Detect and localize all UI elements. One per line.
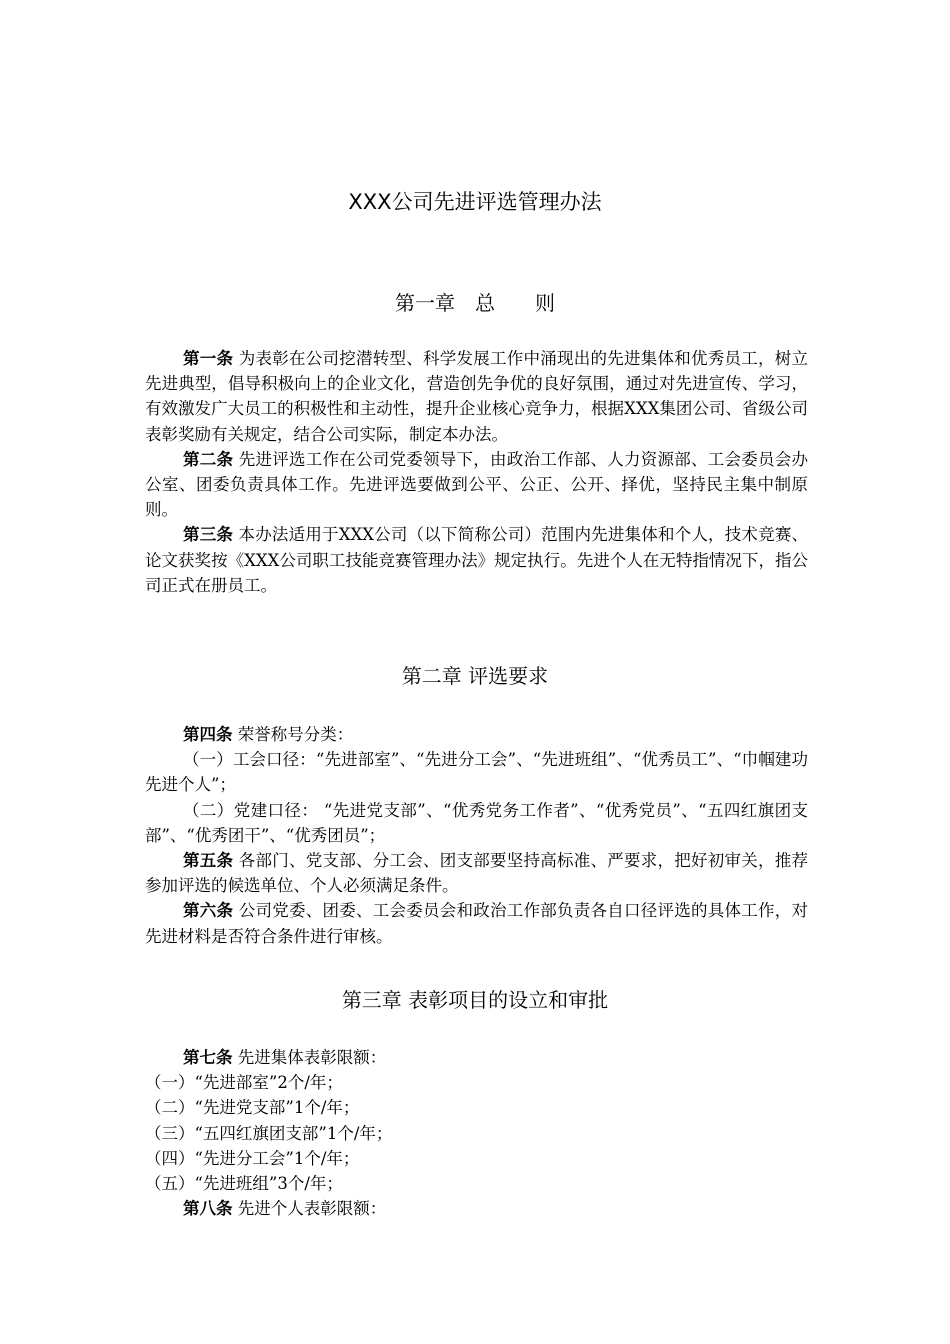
article-7 — [145, 1045, 808, 1070]
article-text: 先进评选工作在公司党委领导下，由政治工作部、人力资源部、工会委员会办公室、团委负责具体工作。先进评选要做到公平、公正、公开、择优，坚持民主集中制原则。 — [145, 449, 808, 520]
article-7-item-4: （四）“先进分工会”1个/年； — [145, 1148, 360, 1168]
article-label: 第八条 — [183, 1199, 233, 1219]
chapter-2-heading: 第二章 评选要求 — [401, 664, 549, 688]
article-text: 为表彰在公司挖潜转型、科学发展工作中涌现出的先进集体和优秀员工，树立先进典型，倡导积极向上的企业文化，营造创先争优的良好氛围，通过对先进宣传、学习，有效激发广大员工的积极性和主动性，提升企业核心竞争力，根据XXX集团公司、省级公司表彰奖励有关规定，结合公司实际，制定本办法。 — [145, 349, 808, 444]
article-label: 第二条 — [183, 449, 234, 469]
article-label: 第五条 — [183, 851, 234, 871]
article-6 — [145, 898, 808, 948]
article-label: 第六条 — [183, 901, 234, 921]
article-label: 第四条 — [183, 725, 233, 744]
article-8 — [145, 1196, 808, 1221]
article-4-item-1: （一）工会口径：“先进部室”、“先进分工会”、“先进班组”、“优秀员工”、“巾帼建功先进个人”； — [145, 750, 808, 795]
article-3 — [145, 522, 808, 598]
chapter-3-body — [145, 1045, 808, 1221]
article-4-item-2: （二）党建口径： “先进党支部”、“优秀党务工作者”、“优秀党员”、“五四红旗团支部”、“优秀团干”、“优秀团员”； — [145, 800, 808, 845]
article-text: 本办法适用于XXX公司（以下简称公司）范围内先进集体和个人，技术竞赛、论文获奖按《XXX公司职工技能竞赛管理办法》规定执行。先进个人在无特指情况下，指公司正式在册员工。 — [145, 525, 809, 595]
article-1 — [145, 346, 808, 447]
article-text: 各部门、党支部、分工会、团支部要坚持高标准、严要求，把好初审关，推荐参加评选的候选单位、个人必须满足条件。 — [145, 851, 808, 896]
article-7-item-3: （三）“五四红旗团支部”1个/年； — [145, 1123, 393, 1143]
article-7-item-2: （二）“先进党支部”1个/年； — [145, 1098, 360, 1118]
chapter-2-body — [145, 722, 808, 949]
article-text: 先进集体表彰限额： — [237, 1048, 387, 1067]
article-7-item-5: （五）“先进班组”3个/年； — [145, 1174, 343, 1194]
article-label: 第七条 — [183, 1048, 233, 1067]
chapter-1-heading: 第一章 总 则 — [395, 291, 555, 315]
article-text: 荣誉称号分类： — [237, 725, 354, 744]
article-5 — [145, 848, 808, 898]
article-text: 先进个人表彰限额： — [237, 1199, 387, 1219]
chapter-3-heading: 第三章 表彰项目的设立和审批 — [341, 988, 609, 1012]
article-4 — [145, 722, 808, 747]
article-label: 第三条 — [183, 525, 234, 545]
chapter-1-body — [145, 346, 808, 598]
article-2 — [145, 447, 808, 523]
article-text: 公司党委、团委、工会委员会和政治工作部负责各自口径评选的具体工作，对先进材料是否符合条件进行审核。 — [145, 901, 808, 946]
article-label: 第一条 — [183, 349, 234, 368]
article-7-item-1: （一）“先进部室”2个/年； — [145, 1073, 343, 1093]
document-title: XXX公司先进评选管理办法 — [348, 190, 602, 214]
